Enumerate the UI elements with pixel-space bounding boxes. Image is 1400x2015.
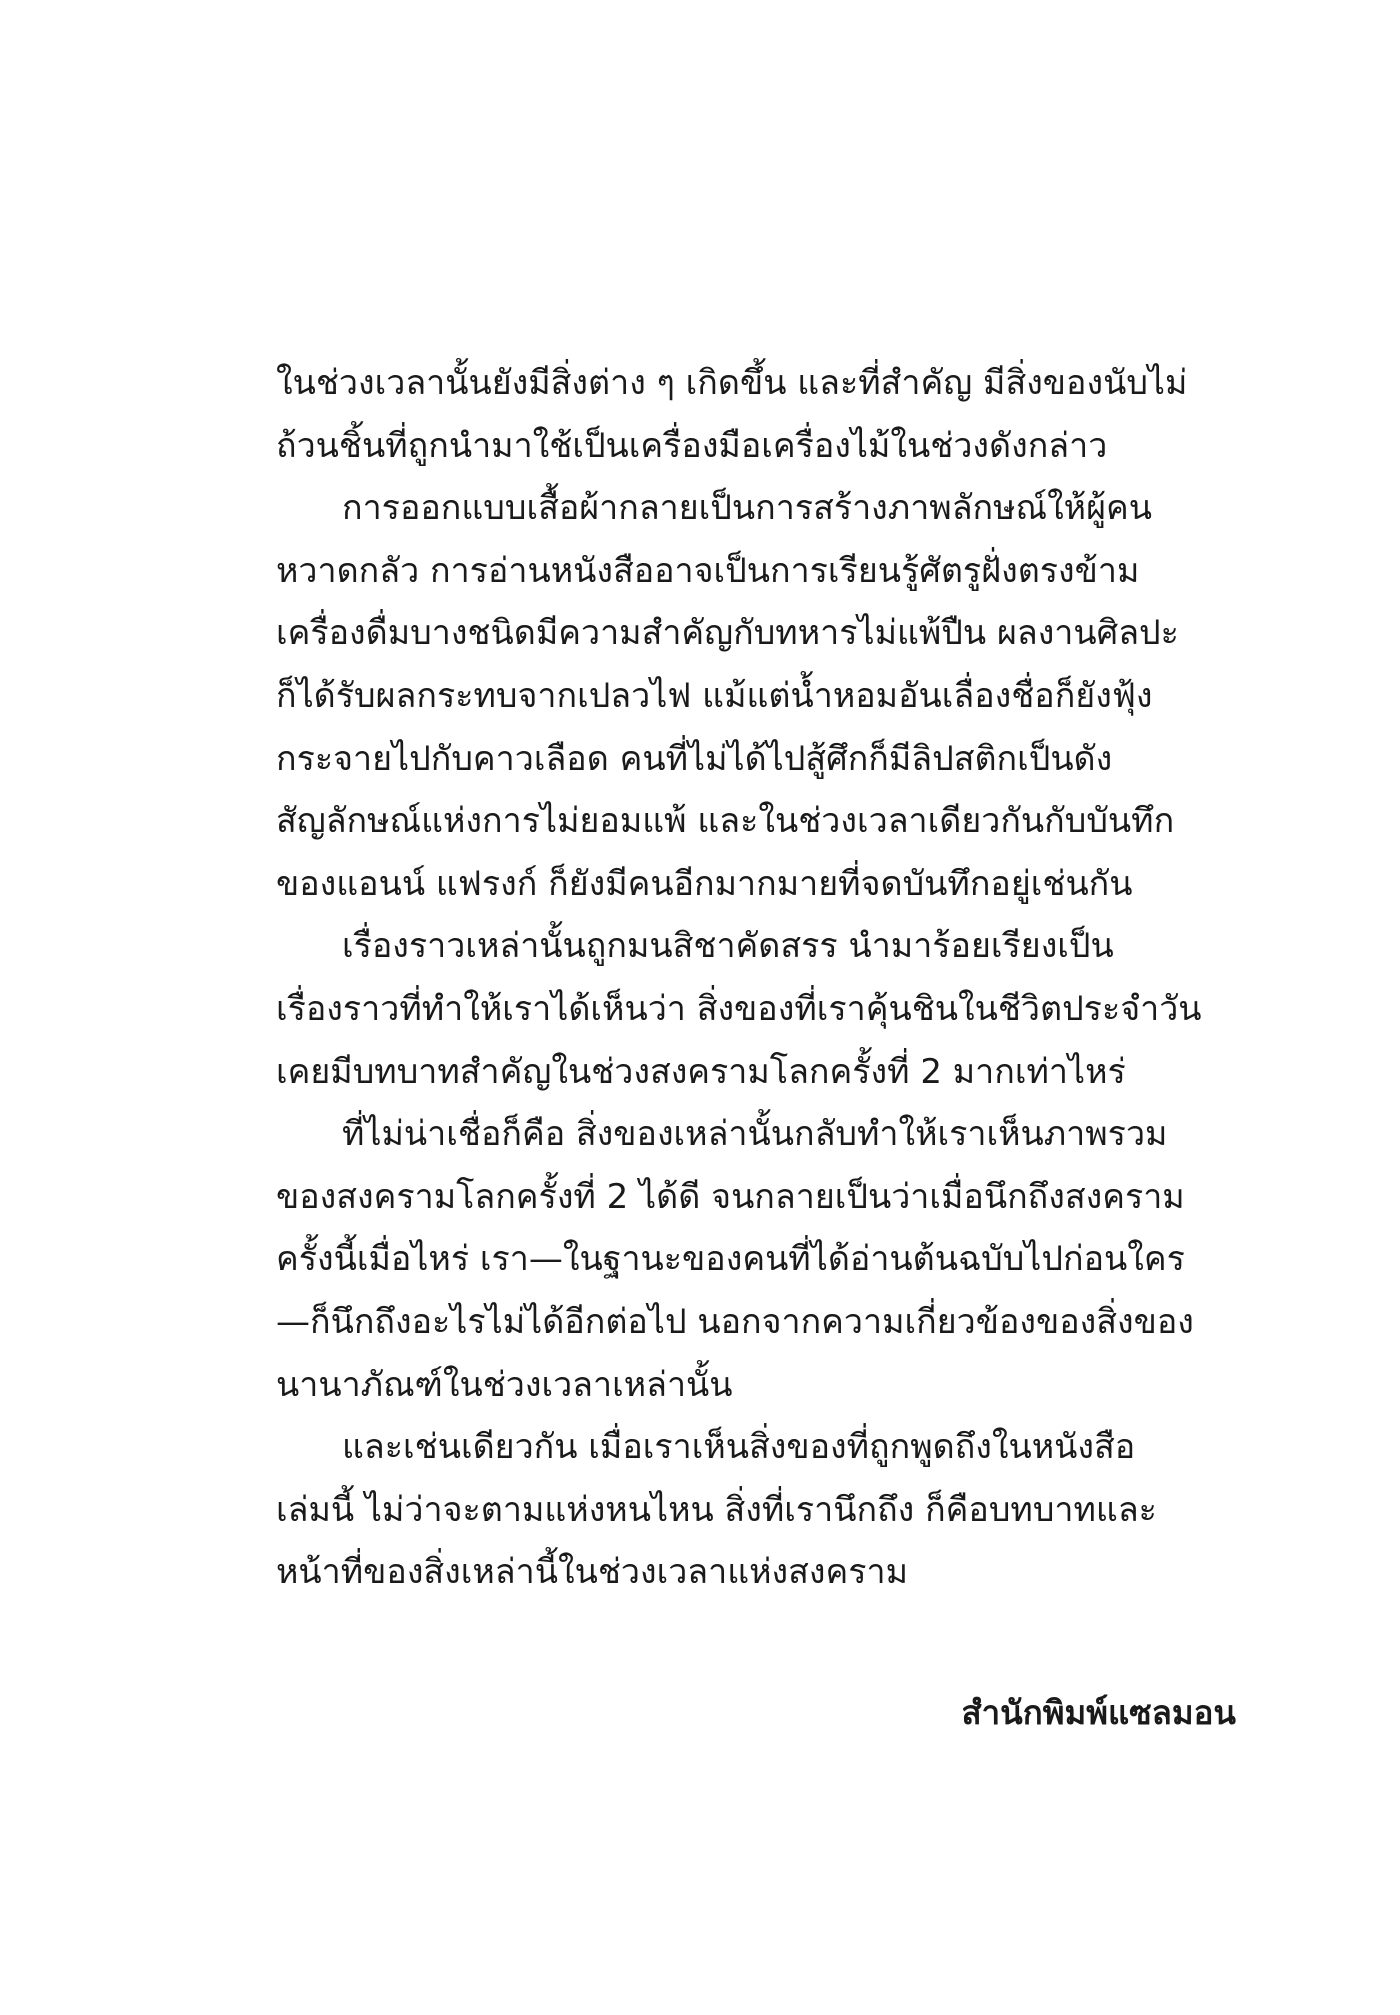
text-line: สัญลักษณ์แห่งการไม่ยอมแพ้ และในช่วงเวลาเดียวกันกับบันทึก [276,801,1175,842]
body-text [276,352,1236,1604]
text-line: และเช่นเดียวกัน เมื่อเราเห็นสิ่งของที่ถูกพูดถึงในหนังสือ [342,1427,1136,1468]
publisher-signature: สำนักพิมพ์แซลมอน [961,1693,1236,1732]
text-line: เรื่องราวเหล่านั้นถูกมนสิชาคัดสรร นำมาร้อยเรียงเป็น [342,926,1114,967]
text-line: ที่ไม่น่าเชื่อก็คือ สิ่งของเหล่านั้นกลับทำให้เราเห็นภาพรวม [342,1114,1168,1155]
text-line: เล่มนี้ ไม่ว่าจะตามแห่งหนไหน สิ่งที่เรานึกถึง ก็คือบทบาทและ [276,1489,1157,1530]
text-line: กระจายไปกับคาวเลือด คนที่ไม่ได้ไปสู้ศึกก็มีลิปสติกเป็นดัง [276,738,1113,779]
text-line: ของแอนน์ แฟรงก์ ก็ยังมีคนอีกมากมายที่จดบันทึกอยู่เช่นกัน [276,863,1133,904]
text-line: —ก็นึกถึงอะไรไม่ได้อีกต่อไป นอกจากความเกี่ยวข้องของสิ่งของ [276,1301,1194,1342]
text-line: ในช่วงเวลานั้นยังมีสิ่งต่าง ๆ เกิดขึ้น และที่สำคัญ มีสิ่งของนับไม่ [276,363,1188,403]
text-line: เรื่องราวที่ทำให้เราได้เห็นว่า สิ่งของที่เราคุ้นชินในชีวิตประจำวัน [276,988,1202,1029]
text-line: เคยมีบทบาทสำคัญในช่วงสงครามโลกครั้งที่ 2 มากเท่าไหร่ [276,1051,1126,1092]
text-line: ถ้วนชิ้นที่ถูกนำมาใช้เป็นเครื่องมือเครื่องไม้ในช่วงดังกล่าว [276,425,1108,466]
text-line: หน้าที่ของสิ่งเหล่านี้ในช่วงเวลาแห่งสงคราม [276,1552,909,1593]
text-line: เครื่องดื่มบางชนิดมีความสำคัญกับทหารไม่แพ้ปืน ผลงานศิลปะ [276,613,1179,654]
text-line: การออกแบบเสื้อผ้ากลายเป็นการสร้างภาพลักษณ์ให้ผู้คน [342,488,1152,529]
text-line: นานาภัณฑ์ในช่วงเวลาเหล่านั้น [276,1364,733,1405]
text-line: หวาดกลัว การอ่านหนังสืออาจเป็นการเรียนรู้ศัตรูฝั่งตรงข้าม [276,550,1140,591]
text-line: ก็ได้รับผลกระทบจากเปลวไฟ แม้แต่น้ำหอมอันเลื่องชื่อก็ยังฟุ้ง [276,675,1153,716]
text-line: ของสงครามโลกครั้งที่ 2 ได้ดี จนกลายเป็นว่าเมื่อนึกถึงสงคราม [276,1176,1185,1217]
text-line: ครั้งนี้เมื่อไหร่ เรา—ในฐานะของคนที่ได้อ่านต้นฉบับไปก่อนใคร [276,1239,1185,1280]
